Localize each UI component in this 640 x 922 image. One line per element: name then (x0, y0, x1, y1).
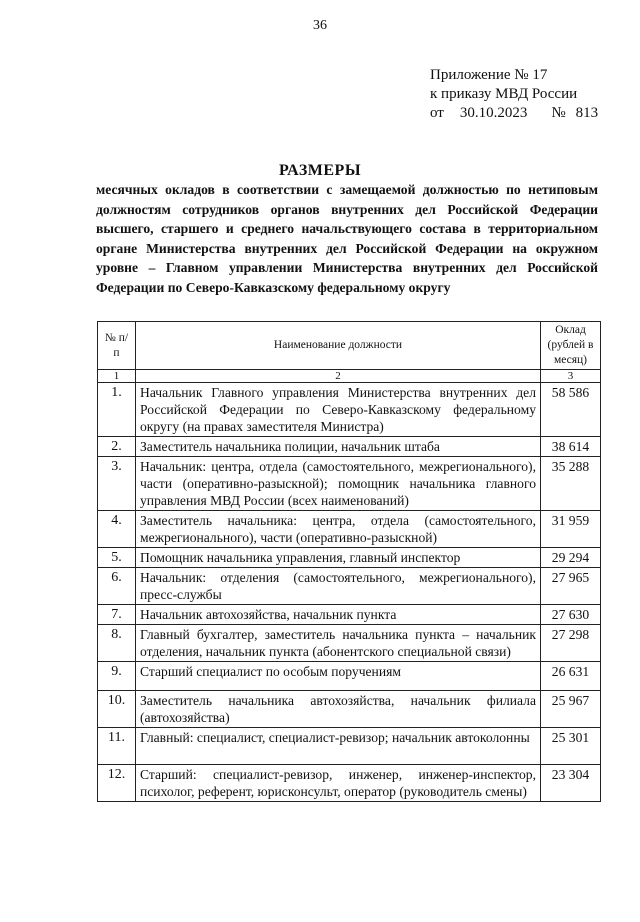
salary-value: 35 288 (541, 457, 601, 511)
salary-value: 38 614 (541, 437, 601, 457)
row-number: 12. (98, 765, 136, 802)
salary-value: 26 631 (541, 662, 601, 691)
salary-value: 27 298 (541, 625, 601, 662)
header-salary: Оклад (рублей в месяц) (541, 322, 601, 370)
table-row (98, 625, 601, 662)
position-name: Старший: специалист-ревизор, инженер, инженер-инспектор, психолог, референт, юрисконсульт, оператор (руководитель смены) (136, 765, 541, 802)
position-name: Заместитель начальника автохозяйства, начальник филиала (автохозяйства) (136, 691, 541, 728)
row-number: 4. (98, 511, 136, 548)
table-row (98, 568, 601, 605)
table-row (98, 662, 601, 691)
document-title: РАЗМЕРЫ (278, 162, 362, 179)
salary-value: 27 965 (541, 568, 601, 605)
position-name: Заместитель начальника: центра, отдела (самостоятельного, межрегионального), части (оперативно-разыскной) (136, 511, 541, 548)
appendix-order-ref: к приказу МВД России (430, 86, 578, 102)
row-number: 7. (98, 605, 136, 625)
appendix-date-line (430, 104, 630, 123)
salary-table (97, 321, 601, 802)
table-header-row (98, 322, 601, 370)
appendix-title: Приложение № 17 (430, 67, 548, 83)
column-index-row (98, 370, 601, 383)
row-number: 10. (98, 691, 136, 728)
page-number: 36 (313, 18, 327, 33)
appendix-date: 30.10.2023 (459, 105, 528, 121)
table-row (98, 548, 601, 568)
appendix-from-label: от (430, 105, 444, 121)
row-number: 11. (98, 728, 136, 765)
table-row (98, 765, 601, 802)
row-number: 8. (98, 625, 136, 662)
position-name: Заместитель начальника полиции, начальник штаба (136, 437, 541, 457)
position-name: Старший специалист по особым поручениям (136, 662, 541, 691)
row-number: 5. (98, 548, 136, 568)
position-name: Начальник автохозяйства, начальник пункта (136, 605, 541, 625)
table-row (98, 691, 601, 728)
table-row (98, 383, 601, 437)
column-index: 1 (98, 370, 136, 383)
table-row (98, 437, 601, 457)
position-name: Помощник начальника управления, главный инспектор (136, 548, 541, 568)
salary-value: 31 959 (541, 511, 601, 548)
row-number: 6. (98, 568, 136, 605)
position-name: Главный: специалист, специалист-ревизор; начальник автоколонны (136, 728, 541, 765)
row-number: 3. (98, 457, 136, 511)
header-name: Наименование должности (136, 322, 541, 370)
appendix-number-label: № (551, 105, 566, 121)
table-row (98, 457, 601, 511)
row-number: 9. (98, 662, 136, 691)
appendix-block (430, 66, 630, 123)
table-row (98, 605, 601, 625)
table-row (98, 728, 601, 765)
position-name: Начальник: центра, отдела (самостоятельного, межрегионального), части (оперативно-разыскной); помощник начальника главного управления МВД России (всех наименований) (136, 457, 541, 511)
salary-value: 27 630 (541, 605, 601, 625)
position-name: Начальник: отделения (самостоятельного, межрегионального), пресс-службы (136, 568, 541, 605)
column-index: 3 (541, 370, 601, 383)
header-num: № п/п (98, 322, 136, 370)
salary-value: 29 294 (541, 548, 601, 568)
salary-value: 58 586 (541, 383, 601, 437)
row-number: 2. (98, 437, 136, 457)
salary-value: 25 967 (541, 691, 601, 728)
column-index: 2 (136, 370, 541, 383)
row-number: 1. (98, 383, 136, 437)
document-subtitle: месячных окладов в соответствии с замещаемой должностью по нетиповым должностям сотрудников органов внутренних дел Российской Федерации высшего, старшего и среднего начальствующего состава в территориальном органе Министерства внутренних дел Российской Федерации на окружном уровне – Главном управлении Министерства внутренних дел Российской Федерации по Северо-Кавказскому федеральному округу (96, 182, 598, 295)
position-name: Начальник Главного управления Министерства внутренних дел Российской Федерации по Северо-Кавказскому федеральному округу (на правах заместителя Министра) (136, 383, 541, 437)
appendix-number: 813 (575, 105, 599, 121)
salary-value: 25 301 (541, 728, 601, 765)
table-row (98, 511, 601, 548)
salary-value: 23 304 (541, 765, 601, 802)
position-name: Главный бухгалтер, заместитель начальника пункта – начальник отделения, начальник пункта (абонентского специальной связи) (136, 625, 541, 662)
